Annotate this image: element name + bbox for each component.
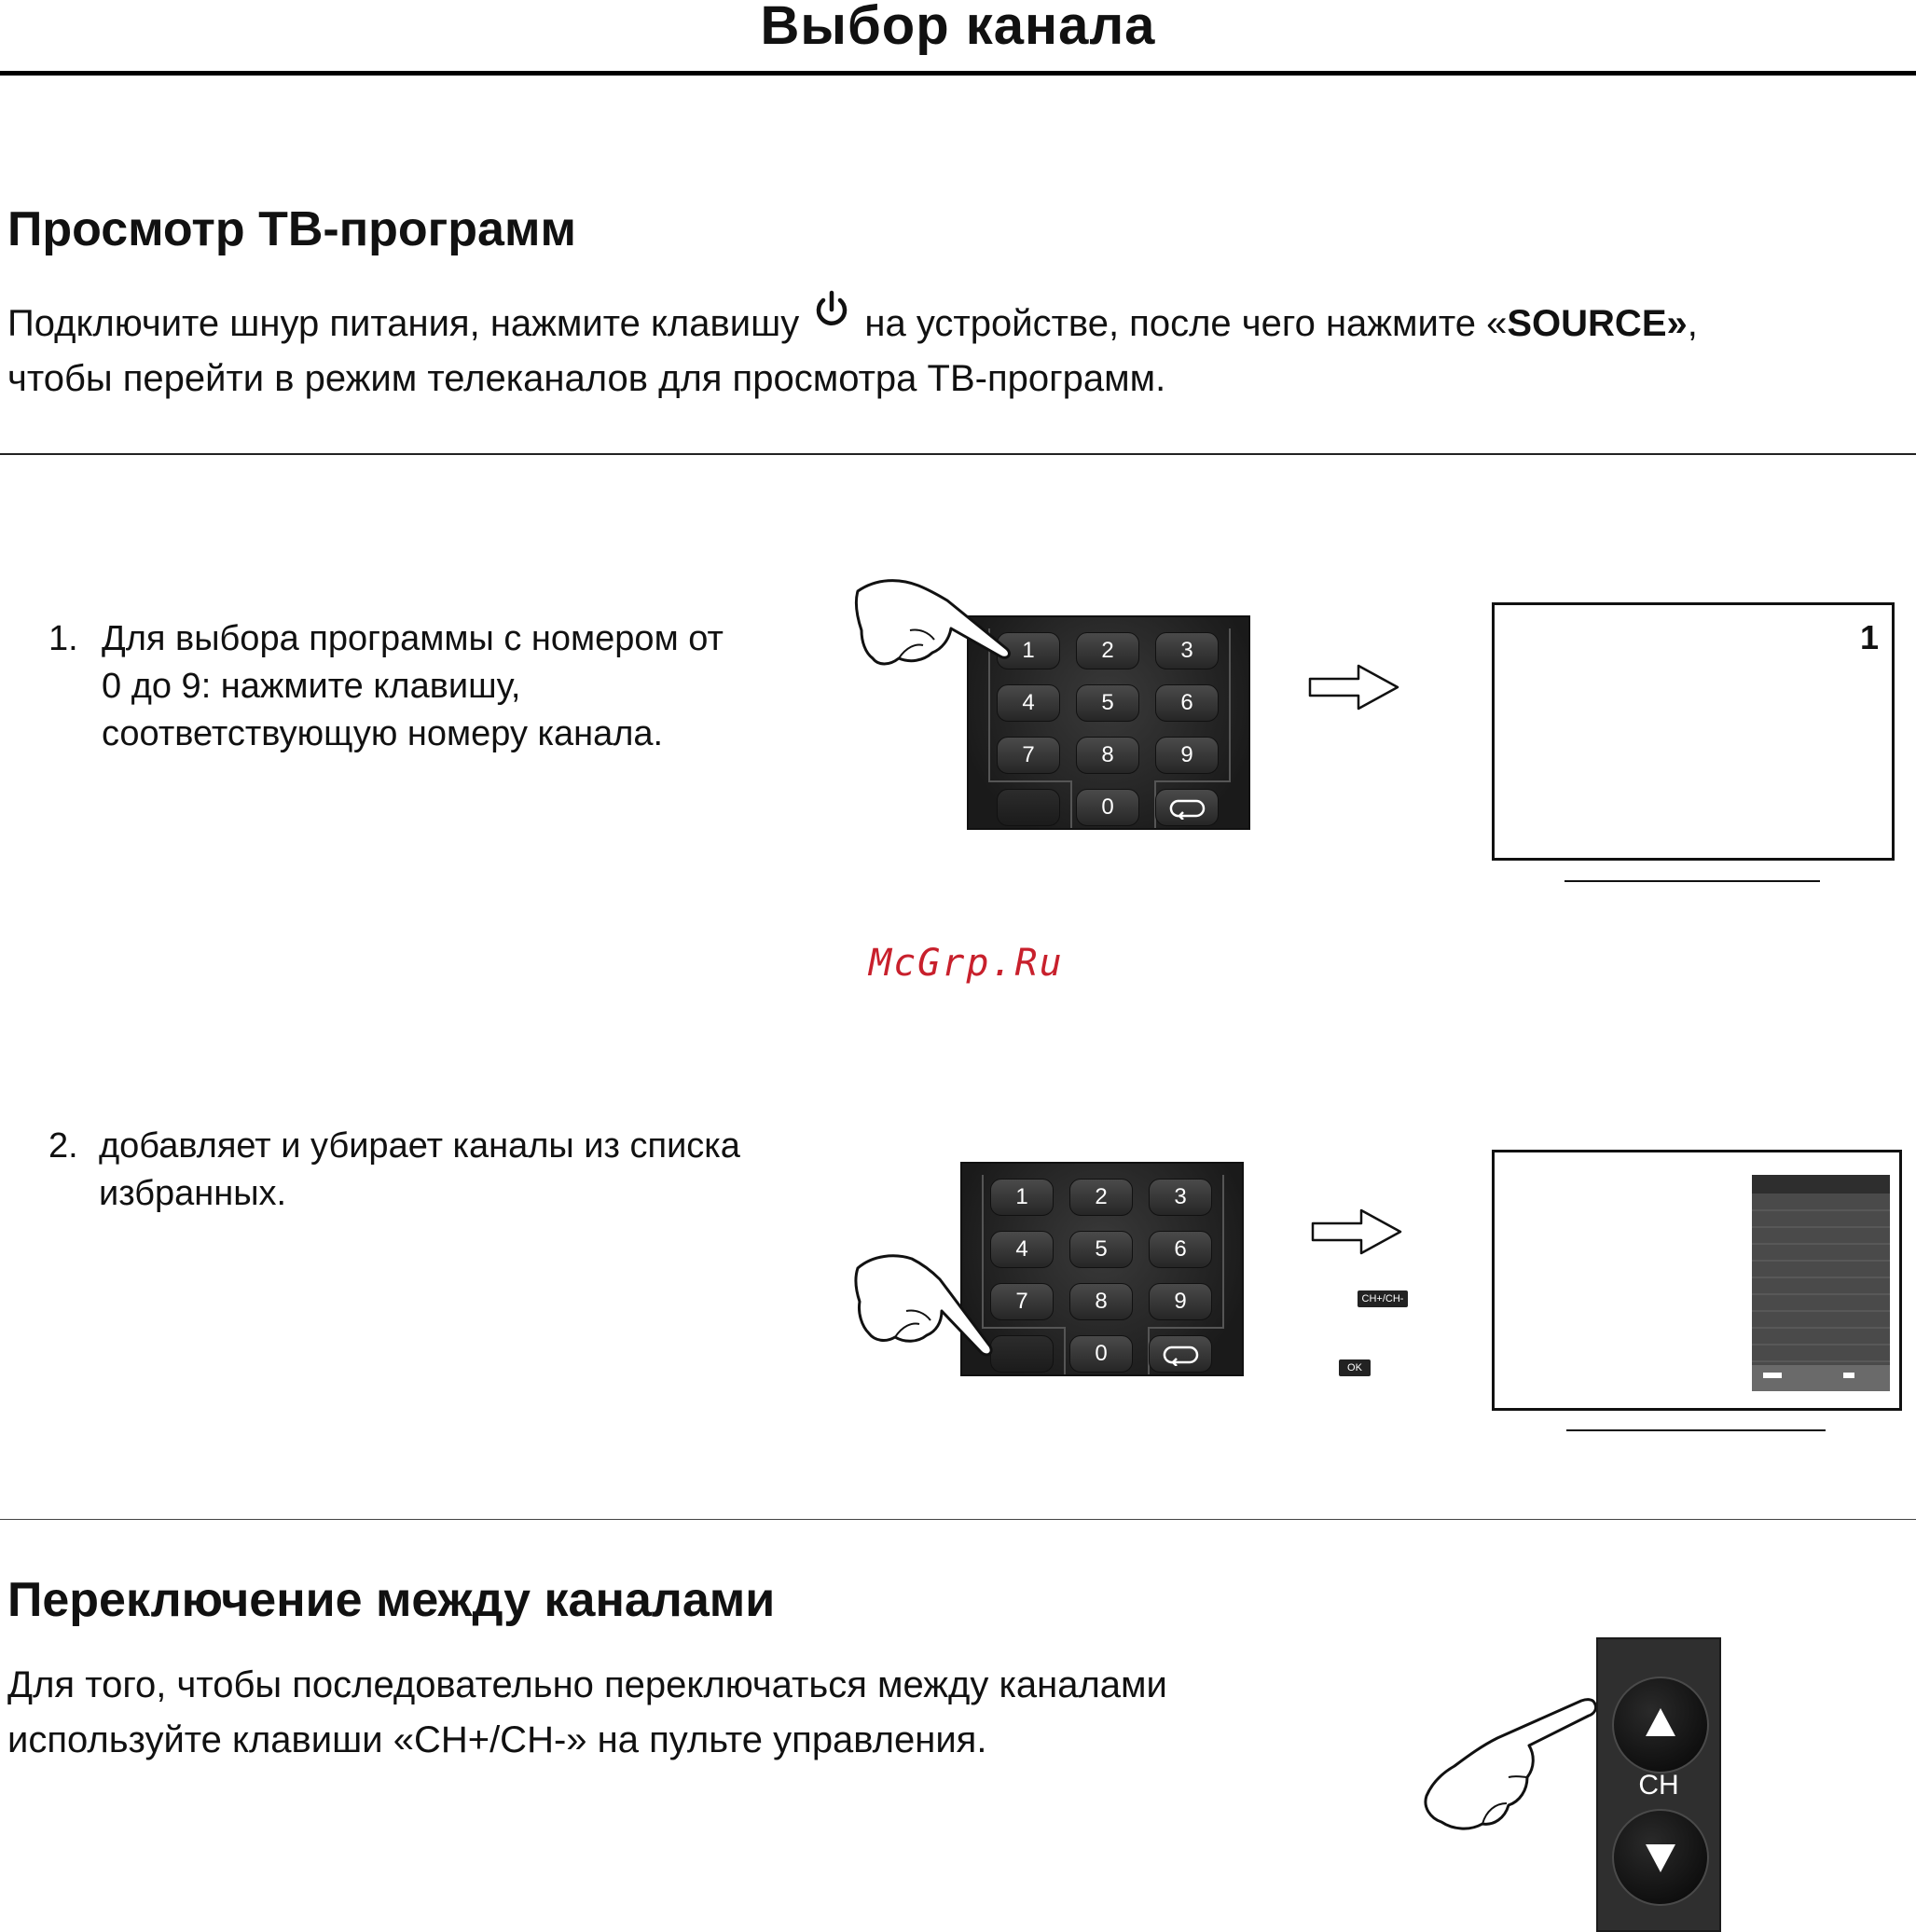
- key-5[interactable]: 5: [1069, 1231, 1133, 1268]
- channel-list-header: [1752, 1175, 1890, 1194]
- key-3[interactable]: 3: [1149, 1179, 1212, 1216]
- key-4[interactable]: 4: [997, 684, 1060, 722]
- divider-2: [0, 1519, 1916, 1520]
- step-2: [48, 1123, 832, 1225]
- key-return[interactable]: [1149, 1335, 1212, 1373]
- switch-line-2: используйте клавиши «CH+/CH-» на пульте управления.: [7, 1719, 987, 1760]
- key-7[interactable]: 7: [997, 737, 1060, 774]
- channel-list-footer: [1752, 1365, 1890, 1391]
- key-6[interactable]: 6: [1149, 1231, 1212, 1268]
- key-2[interactable]: 2: [1076, 632, 1139, 669]
- power-icon: [813, 289, 850, 330]
- step-2-number: 2.: [48, 1126, 78, 1166]
- tv-screen-2: [1492, 1150, 1902, 1411]
- step-1-line: 0 до 9: нажмите клавишу,: [102, 667, 521, 706]
- title-divider: [0, 71, 1916, 76]
- key-8[interactable]: 8: [1069, 1283, 1133, 1320]
- tv-stand-1: [1565, 880, 1820, 882]
- triangle-up-icon: [1644, 1706, 1677, 1738]
- key-3[interactable]: 3: [1155, 632, 1219, 669]
- section-switch-paragraph: [7, 1658, 1167, 1768]
- triangle-down-icon: [1644, 1842, 1677, 1874]
- key-5[interactable]: 5: [1076, 684, 1139, 722]
- key-6[interactable]: 6: [1155, 684, 1219, 722]
- channel-list-panel: [1752, 1175, 1890, 1391]
- tv-stand-2: [1566, 1429, 1826, 1431]
- step-1: [48, 615, 832, 765]
- right-arrow-icon: [1311, 1208, 1404, 1255]
- key-1[interactable]: 1: [997, 632, 1060, 669]
- step-1-number: 1.: [48, 619, 78, 658]
- ok-button-chip: OK: [1339, 1359, 1371, 1376]
- key-return[interactable]: [1155, 789, 1219, 826]
- key-4[interactable]: 4: [990, 1231, 1054, 1268]
- pointing-hand-icon: [1417, 1693, 1604, 1846]
- key-0[interactable]: 0: [1076, 789, 1139, 826]
- key-9[interactable]: 9: [1155, 737, 1219, 774]
- key-blank[interactable]: [997, 789, 1060, 826]
- return-icon: [1162, 1344, 1199, 1366]
- ch-label: CH: [1638, 1770, 1679, 1801]
- step-1-line: Для выбора программы с номером от: [102, 619, 724, 658]
- channel-list-rows: [1752, 1194, 1890, 1365]
- key-8[interactable]: 8: [1076, 737, 1139, 774]
- tv-channel-number: 1: [1859, 618, 1879, 656]
- step-2-line: избранных.: [99, 1174, 287, 1213]
- key-7[interactable]: 7: [990, 1283, 1054, 1320]
- key-0[interactable]: 0: [1069, 1335, 1133, 1373]
- ch-button-chip: CH+/CH-: [1358, 1290, 1408, 1307]
- section-watch-paragraph: [7, 289, 1698, 407]
- ch-down-button[interactable]: [1612, 1809, 1709, 1906]
- pointing-hand-icon: [850, 1246, 1009, 1361]
- step-2-line: добавляет и убирает каналы из списка: [99, 1126, 740, 1166]
- step-1-line: соответствующую номеру канала.: [102, 714, 664, 753]
- key-2[interactable]: 2: [1069, 1179, 1133, 1216]
- ch-remote-panel: [1596, 1637, 1721, 1932]
- ch-up-button[interactable]: [1612, 1677, 1709, 1773]
- para-text-line2: чтобы перейти в режим телеканалов для просмотра ТВ-программ.: [7, 358, 1166, 399]
- para-text-1: Подключите шнур питания, нажмите клавишу: [7, 303, 810, 344]
- pointing-hand-icon: [848, 573, 1026, 675]
- section-heading-switch: Переключение между каналами: [7, 1573, 776, 1627]
- para-source-bold: SOURCE»: [1507, 303, 1688, 344]
- section-heading-watch: Просмотр ТВ-программ: [7, 202, 576, 256]
- tv-screen-1: [1492, 602, 1895, 861]
- key-9[interactable]: 9: [1149, 1283, 1212, 1320]
- para-text-3: ,: [1687, 303, 1698, 344]
- watermark: McGrp.Ru: [869, 942, 1064, 985]
- return-icon: [1168, 797, 1206, 820]
- divider-1: [0, 453, 1916, 455]
- right-arrow-icon: [1308, 664, 1401, 711]
- switch-line-1: Для того, чтобы последовательно переключаться между каналами: [7, 1664, 1167, 1705]
- page-title: Выбор канала: [760, 0, 1156, 56]
- key-1[interactable]: 1: [990, 1179, 1054, 1216]
- para-text-2: на устройстве, после чего нажмите «: [854, 303, 1508, 344]
